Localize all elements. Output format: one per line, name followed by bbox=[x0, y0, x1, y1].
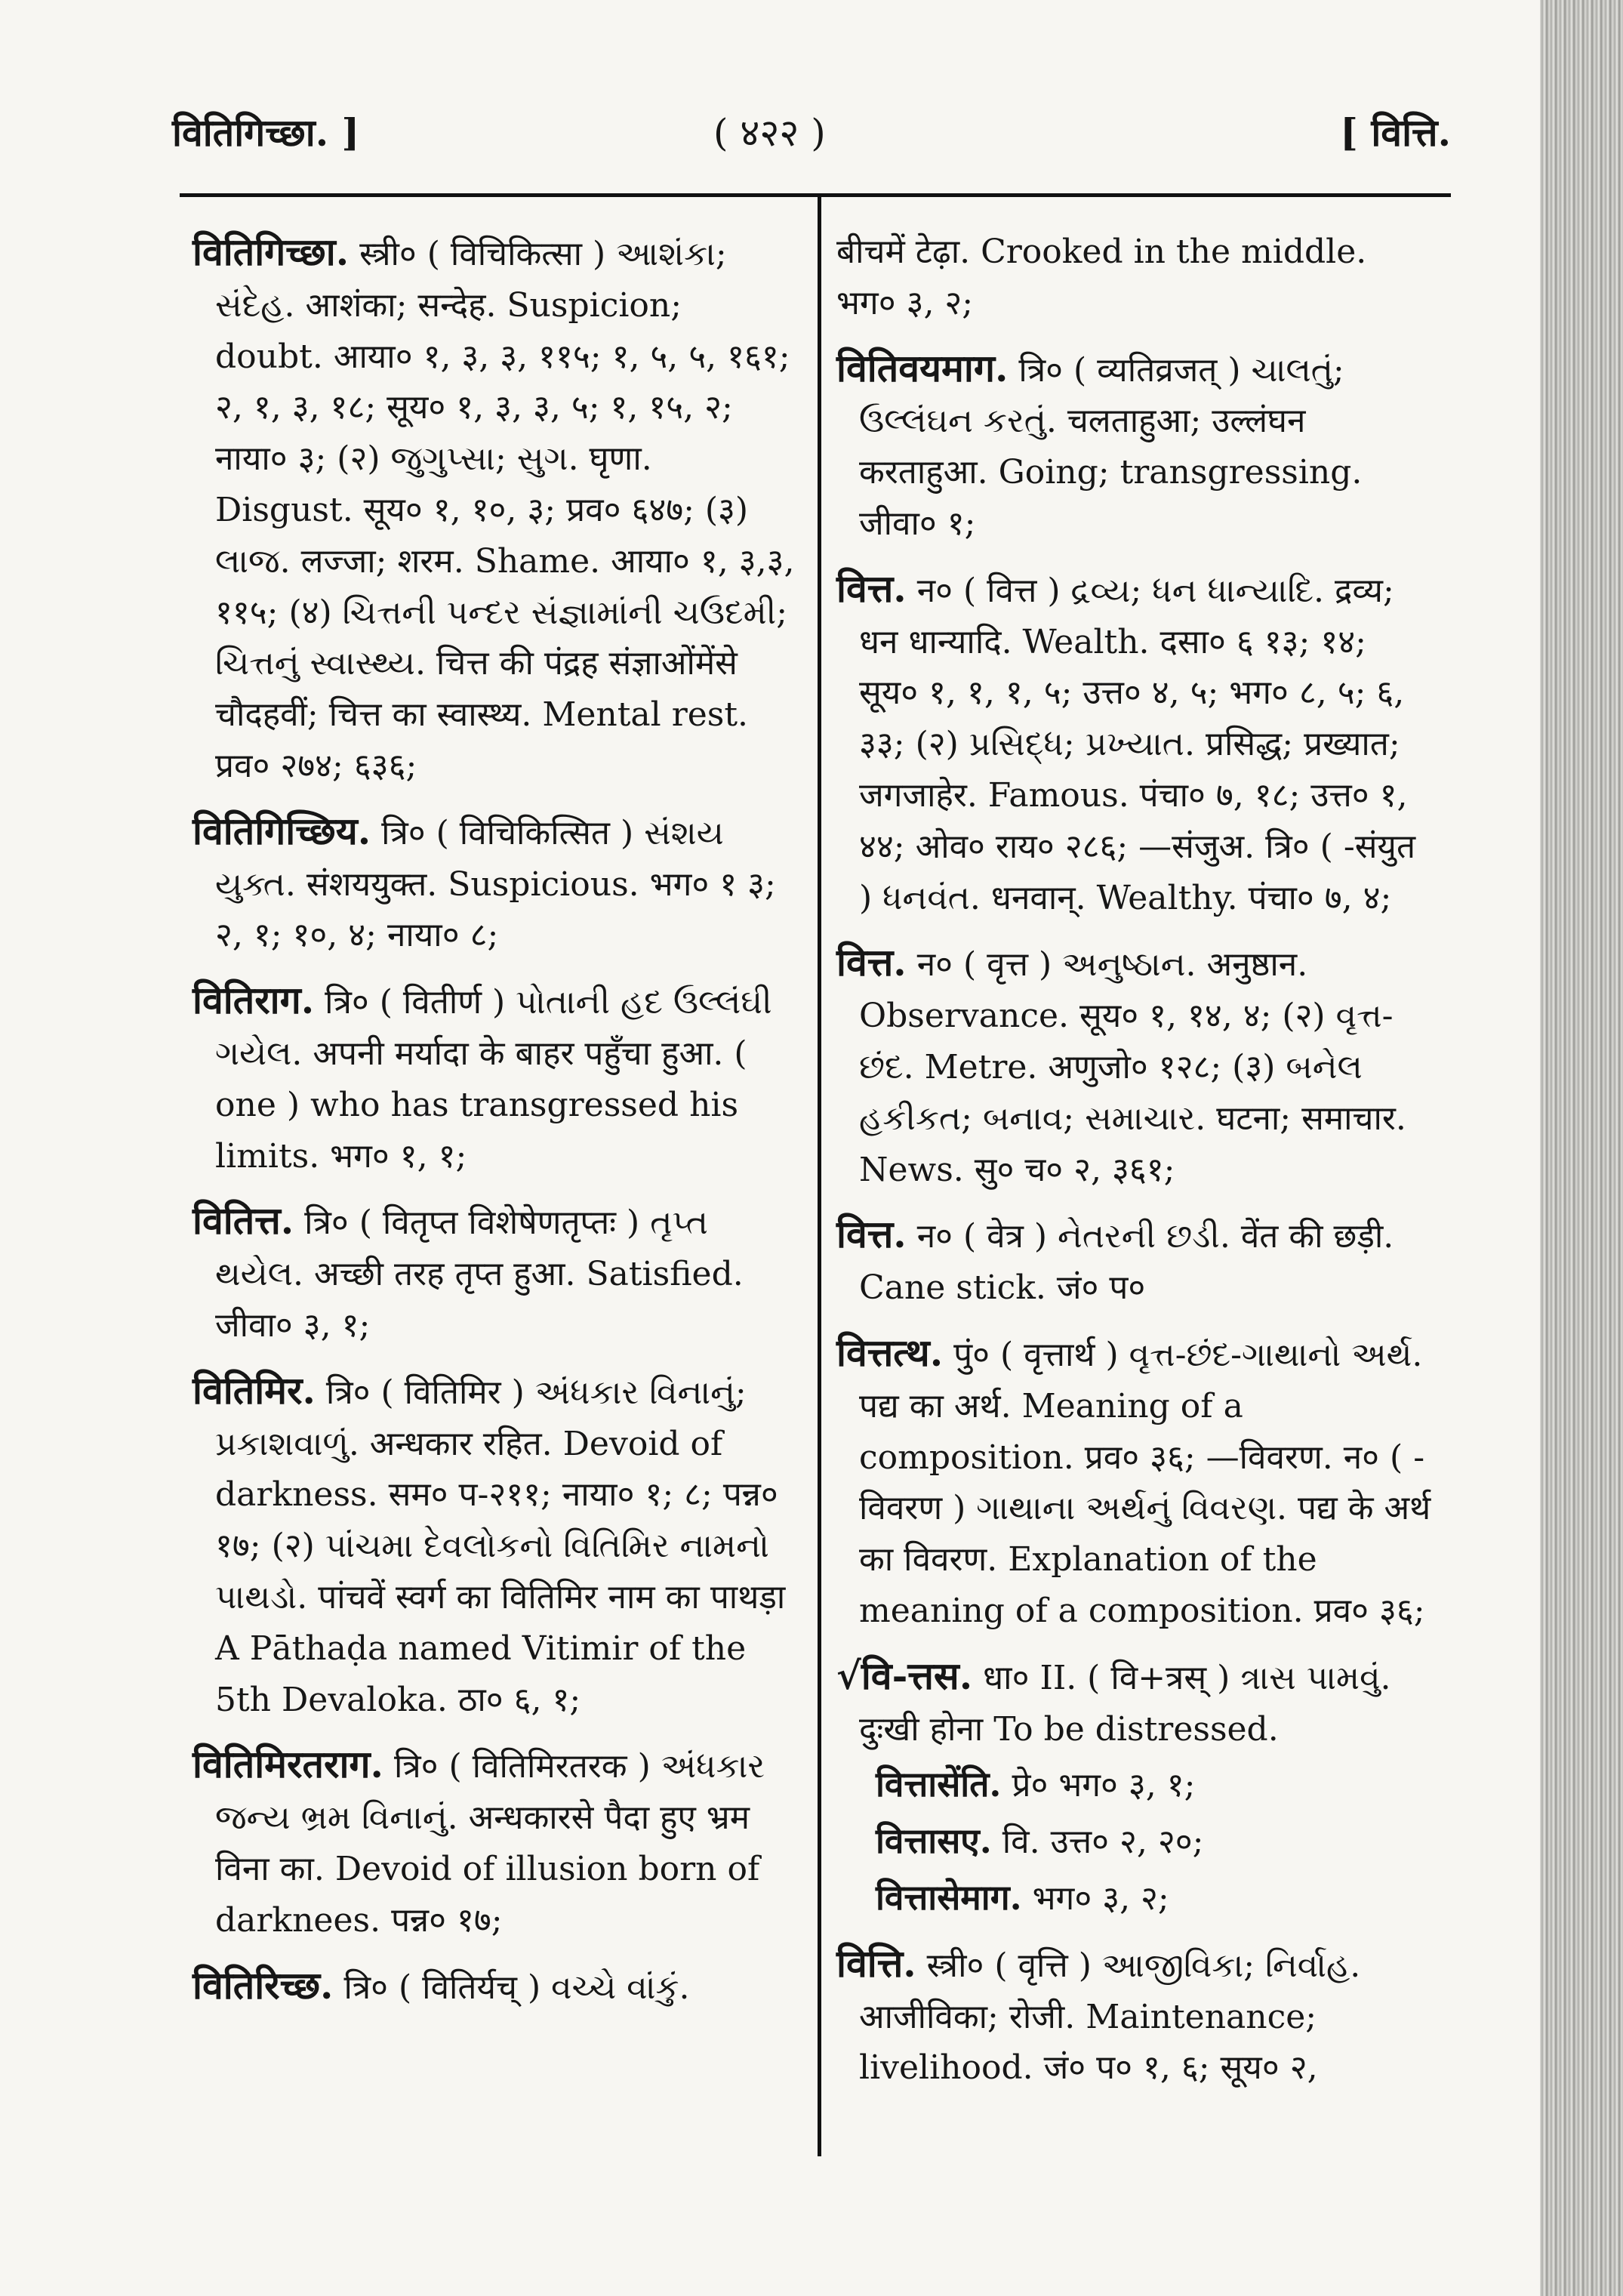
dictionary-entry bbox=[192, 975, 796, 1182]
entry-body: त्रि० ( वितृप्त विशेषेणतृप्तः ) તૃપ્ત થયેલ. अच्छी तरह तृप्त हुआ. Satisfied. जीवा० ३, १; bbox=[215, 1203, 744, 1345]
subentry-body: भग० ३, २; bbox=[1032, 1878, 1169, 1918]
dictionary-entry bbox=[836, 1938, 1433, 2094]
entry-body: त्रि० ( वितीर्ण ) પોતાની હદ ઉલ્લંઘી ગયેલ. अपनी मर्यादा के बाहर पहुँचा हुआ. ( one ) who has transgressed his limits. भग० १, १; bbox=[215, 983, 772, 1176]
dictionary-entry bbox=[192, 1960, 796, 2014]
entry-headword: वित्त. bbox=[836, 566, 907, 611]
entry-headword: वितिमिरतराग. bbox=[192, 1742, 383, 1787]
running-head-left: वितिगिच्छा. ] bbox=[172, 110, 360, 155]
dictionary-entry bbox=[836, 1327, 1433, 1637]
entry-headword: वितिवयमाग. bbox=[836, 345, 1009, 390]
dictionary-subentry bbox=[836, 1759, 1433, 1811]
entry-body: स्त्री० ( विचिकित्सा ) આશંકા; સંદેહ. आशंका; सन्देह. Suspicion; doubt. आया० १, ३, ३, ११५; १, ५, ५, १६१; २, १, ३, १८; सूय० १, ३, ३, ५; १, १५, २; नाया० ३; (२) જુગુપ્સા; સુગ. घृणा. Disgust. सूय० १, १०, ३; प्रव० ६४७; (३) લાજ. लज्जा; शरम. Shame. आया० १, ३,३, ११५; (४) ચિત્તની પન્દર સંજ્ઞામાંની ચઉદમી; ચિત્તનું સ્વાસ્થ્ય. चित्त की पंद्रह संज्ञाओंमेंसे चौदहवीं; चित्त का स्वास्थ्य. Mental rest. प्रव० २७४; ६३६; bbox=[215, 235, 795, 785]
entry-body: त्रि० ( व्यतिव्रजत् ) ચાલતું; ઉલ્લંઘન કરતું. चलताहुआ; उल्लंघन करताहुआ. Going; transgressing. जीवा० १; bbox=[859, 350, 1363, 543]
dictionary-entry bbox=[192, 227, 796, 792]
entry-headword: वितिरिच्छ. bbox=[192, 1962, 334, 2008]
page-edge-shadow bbox=[1540, 0, 1623, 2296]
subentry-body: प्रे० भग० ३, १; bbox=[1012, 1766, 1196, 1805]
entry-headword: वितिगिच्छा. bbox=[192, 230, 350, 274]
left-column bbox=[192, 227, 796, 2026]
entry-headword: वितित्त. bbox=[192, 1198, 294, 1244]
dictionary-entry bbox=[836, 1650, 1433, 1755]
dictionary-entry bbox=[192, 1365, 796, 1726]
entry-headword: वित्ति. bbox=[836, 1940, 916, 1986]
entry-headword: वितिगिच्छिय. bbox=[192, 808, 371, 853]
right-column bbox=[836, 227, 1433, 2107]
entry-body: पुं० ( वृत्तार्थ ) વૃત્ત-છંદ-ગાથાનો અર્થ. पद्य का अर्थ. Meaning of a composition. प्रव० ३६; —विवरण. न० ( -विवरण ) ગાથાના અર્થનું વિવરણ. पद्य के अर्थ का विवरण. Explanation of the meaning of a composition. प्रव० ३६; bbox=[859, 1335, 1431, 1630]
dictionary-subentry bbox=[836, 1816, 1433, 1868]
dictionary-entry bbox=[836, 1209, 1433, 1314]
entry-body: न० ( वेत्र ) નેતરની છડી. वेंत की छड़ी. Cane stick. जं० प० bbox=[859, 1217, 1394, 1308]
entry-headword: वितिराग. bbox=[192, 978, 315, 1023]
subentry-body: वि. उत्त० २, २०; bbox=[1002, 1823, 1204, 1862]
entry-body: न० ( वित्त ) દ્રવ્ય; ધન ધાન્યાદિ. द्रव्य; धन धान्यादि. Wealth. दसा० ६ १३; १४; सूय० १, १, १, ५; उत्त० ४, ५; भग० ८, ५; ६, ३३; (२) પ્રસિદ્ધ; પ્રખ્યાત. प्रसिद्ध; प्रख्यात; जगजाहेर. Famous. पंचा० ७, १८; उत्त० १, ४४; ओव० राय० २८६; —संजुअ. त्रि० ( -संयुत ) ધનવંત. धनवान्. Wealthy. पंचा० ७, ४; bbox=[859, 571, 1416, 917]
entry-headword: वित्त. bbox=[836, 1212, 907, 1257]
page-number: ( ४२२ ) bbox=[713, 111, 826, 155]
entry-headword: वितिमिर. bbox=[192, 1367, 316, 1413]
entry-body: त्रि० ( विचिकित्सित ) સંશય યુક્ત. संशययुक्त. Suspicious. भग० १ ३; २, १; १०, ४; नाया० ८; bbox=[215, 813, 776, 955]
dictionary-entry bbox=[192, 806, 796, 961]
dictionary-entry bbox=[836, 563, 1433, 924]
entry-body: धा० II. ( वि+त्रस् ) ત્રાસ પામવું. दुःखी होना To be distressed. bbox=[859, 1658, 1391, 1749]
subentry-headword: वित्तासेंति. bbox=[876, 1764, 1002, 1805]
subentry-headword: वित्तासेमाग. bbox=[876, 1876, 1022, 1918]
running-head-right: [ वित्ति. bbox=[1340, 110, 1451, 155]
entry-headword: √वि-त्तस. bbox=[836, 1653, 973, 1698]
entry-body: त्रि० ( वितिमिर ) અંધકાર વિનાનું; પ્રકાશવાળું. अन्धकार रहित. Devoid of darkness. सम० प-२११; नाया० १; ८; पन्न० १७; (२) પાંચમા દેવલોકનો વિતિમિર નામનો પાથડો. पांचवें स्वर्ग का वितिमिर नाम का पाथड़ा A Pāthaḍa named Vitimir of the 5th Devaloka. ठा० ६, १; bbox=[215, 1373, 786, 1719]
dictionary-entry bbox=[192, 1195, 796, 1351]
entry-body: त्रि० ( वितिमिरतरक ) અંધકાર જન્ય ભ્રમ વિનાનું. अन्धकारसे पैदा हुए भ्रम विना का. Devoid of illusion born of darknees. पन्न० १७; bbox=[215, 1747, 765, 1940]
entry-body: त्रि० ( वितिर्यच् ) વચ્ચે વાંકું. bbox=[343, 1968, 690, 2007]
entry-body: न० ( वृत्त ) અનુષ્ઠાન. अनुष्ठान. Observance. सूय० १, १४, ४; (२) વૃત્ત-છંદ. Metre. अणुजो० १२८; (३) બનેલ હકીકત; બનાવ; સમાચાર. घटना; समाचार. News. सु० च० २, ३६१; bbox=[859, 945, 1406, 1189]
entry-body: स्त्री० ( वृत्ति ) આજીવિકા; નિર્વાહ. आजीविका; रोजी. Maintenance; livelihood. जं० प० १, ६; सूय० २, bbox=[859, 1946, 1361, 2088]
entry-headword: वित्तत्थ. bbox=[836, 1330, 944, 1375]
dictionary-entry bbox=[836, 343, 1433, 550]
entry-headword: वित्त. bbox=[836, 940, 907, 985]
dictionary-entry bbox=[192, 1739, 796, 1946]
entry-continuation: बीचमें टेढ़ा. Crooked in the middle. भग० ३, २; bbox=[836, 233, 1367, 322]
subentry-headword: वित्तासए. bbox=[876, 1820, 992, 1862]
header-rule bbox=[180, 193, 1451, 197]
dictionary-entry bbox=[836, 937, 1433, 1195]
dictionary-subentry bbox=[836, 1872, 1433, 1925]
column-divider bbox=[818, 193, 821, 2156]
